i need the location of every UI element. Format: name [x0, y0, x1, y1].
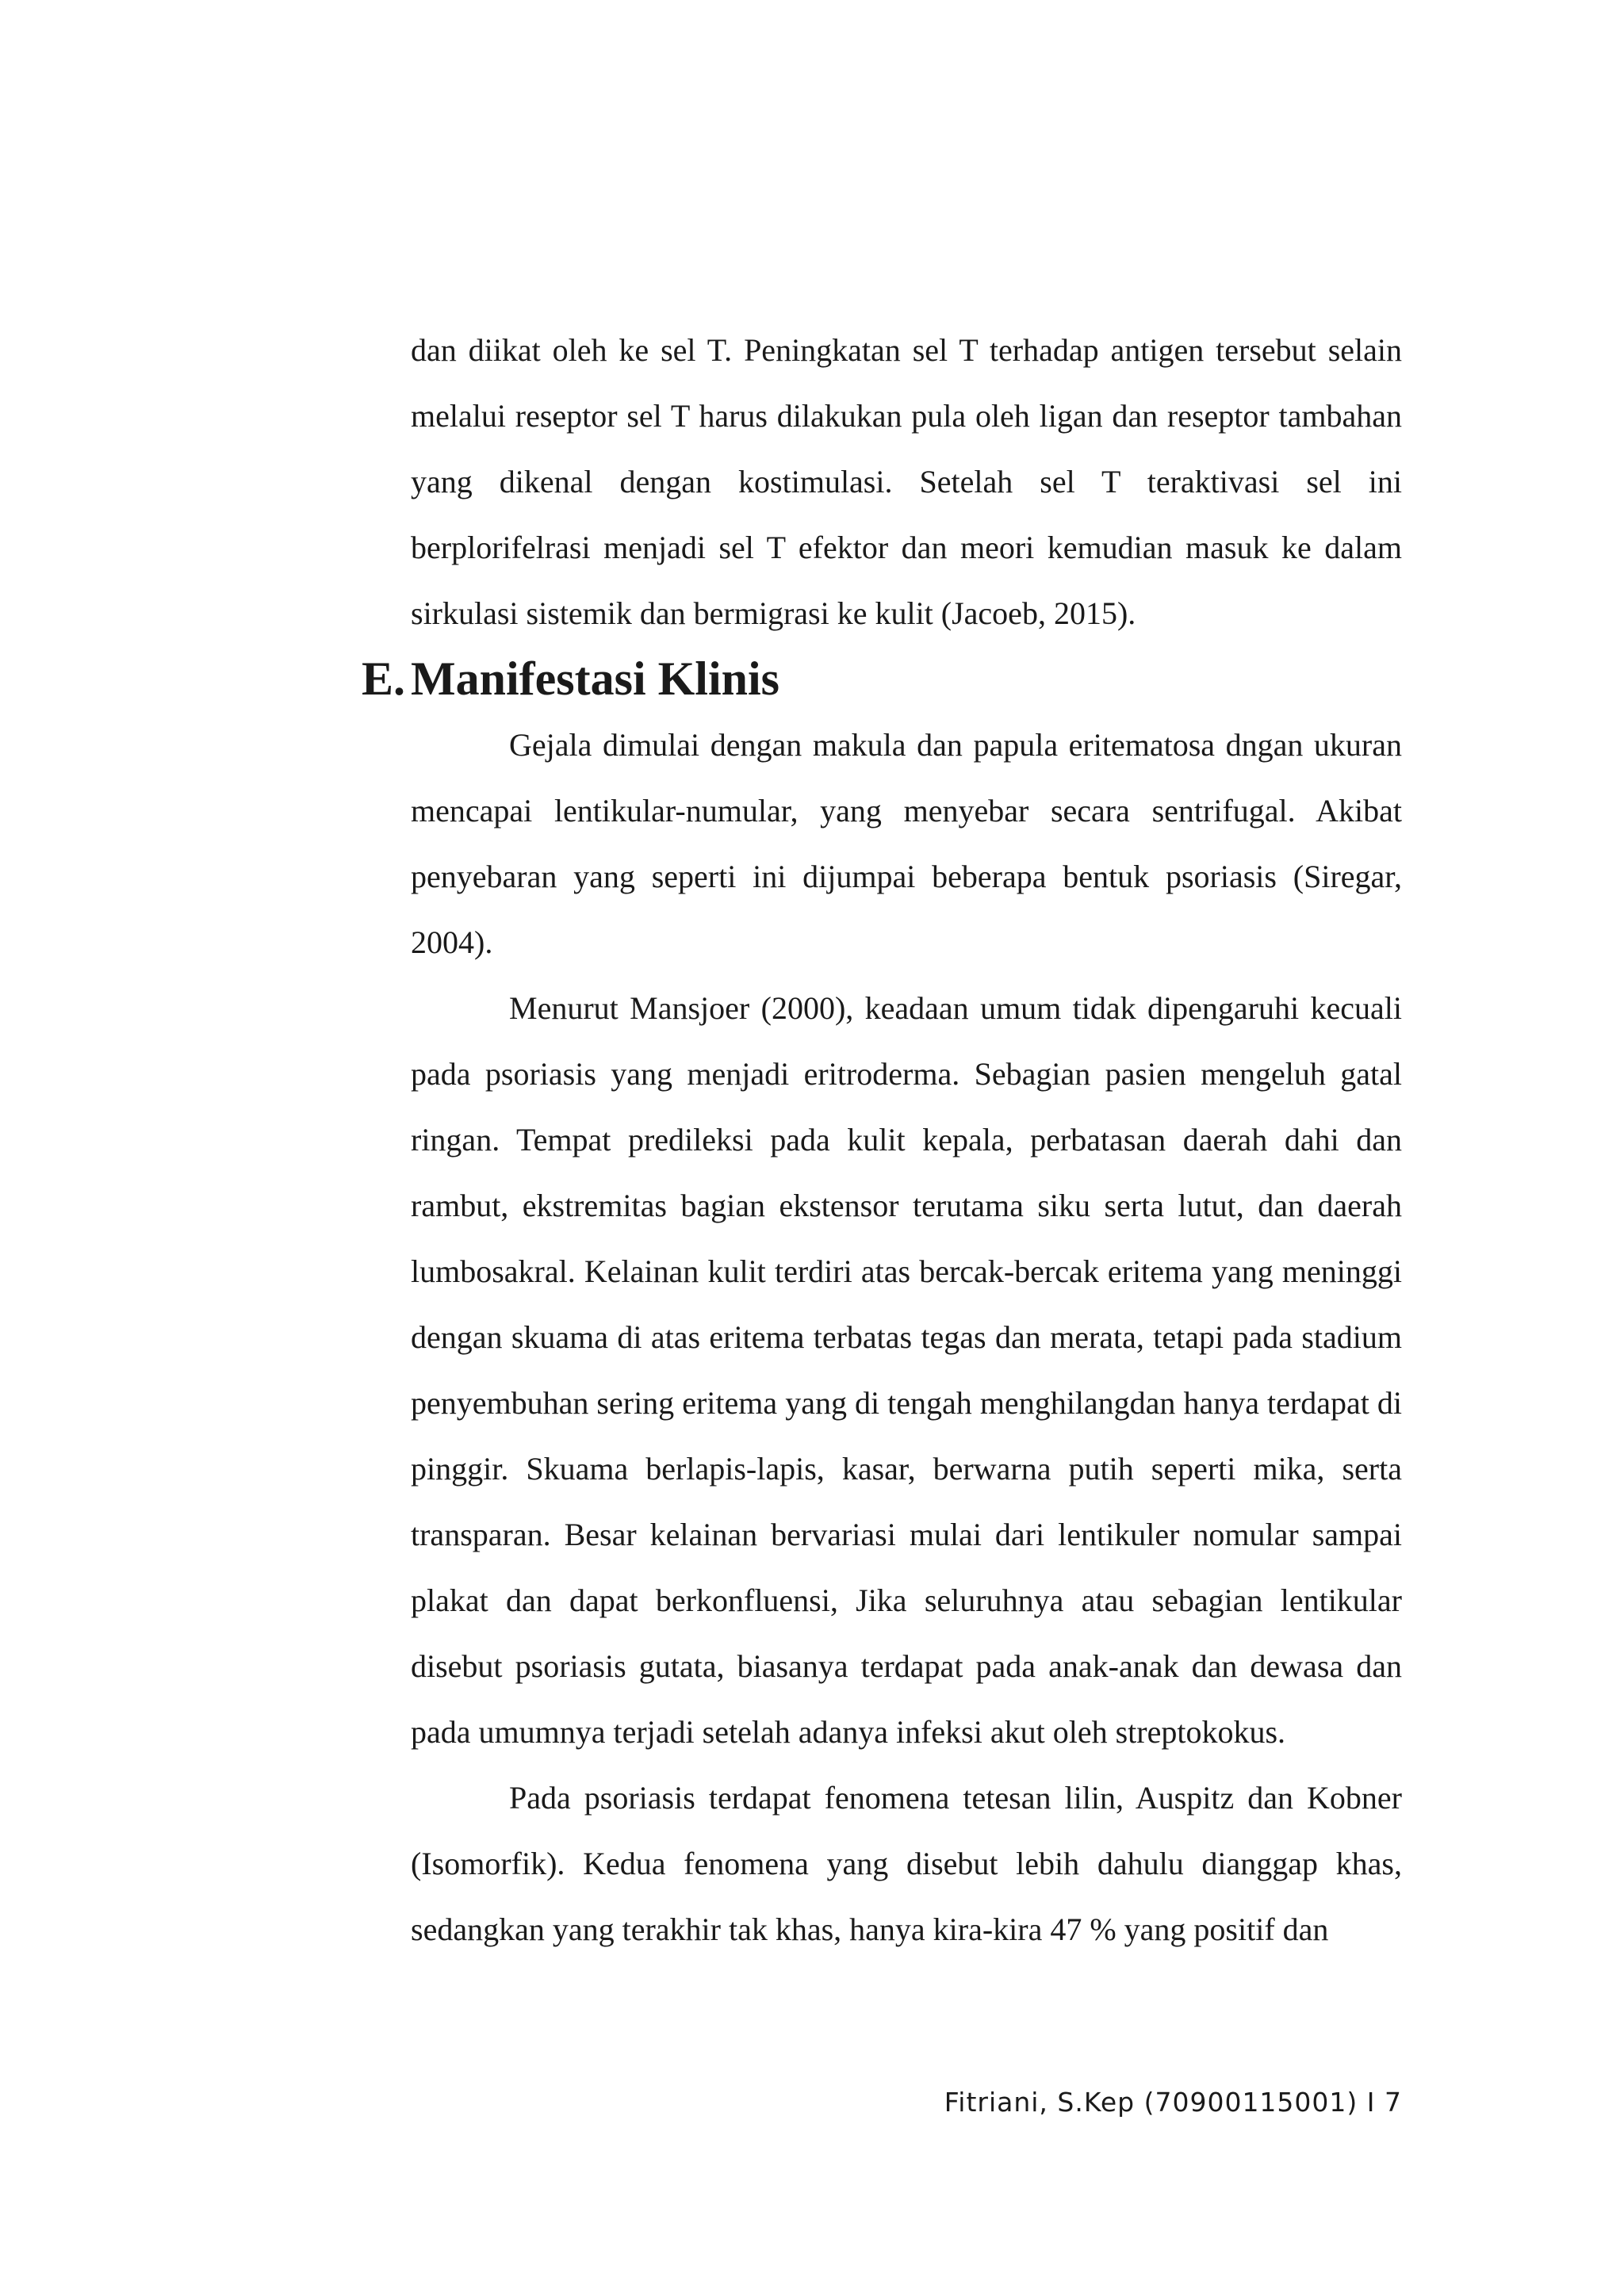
document-body [362, 317, 1402, 1962]
page-footer: Fitriani, S.Kep (70900115001) I 7 [944, 2087, 1402, 2118]
paragraph-intro: dan diikat oleh ke sel T. Peningkatan sel T terhadap antigen tersebut selain melalui reseptor sel T harus dilakukan pula oleh ligan dan reseptor tambahan yang dikenal dengan kostimulasi. Setelah sel T teraktivasi sel ini berplorifelrasi menjadi sel T efektor dan meori kemudian masuk ke dalam sirkulasi sistemik dan bermigrasi ke kulit (Jacoeb, 2015). [411, 332, 1402, 631]
section-heading-number: E. [362, 652, 406, 705]
paragraph-1: Gejala dimulai dengan makula dan papula eritematosa dngan ukuran mencapai lentikular-numular, yang menyebar secara sentrifugal. Akibat penyebaran yang seperti ini dijumpai beberapa bentuk psoriasis (Siregar, 2004). [411, 727, 1402, 960]
paragraph-2: Menurut Mansjoer (2000), keadaan umum tidak dipengaruhi kecuali pada psoriasis yang menjadi eritroderma. Sebagian pasien mengeluh gatal ringan. Tempat predileksi pada kulit kepala, perbatasan daerah dahi dan rambut, ekstremitas bagian ekstensor terutama siku serta lutut, dan daerah lumbosakral. Kelainan kulit terdiri atas bercak-bercak eritema yang meninggi dengan skuama di atas eritema terbatas tegas dan merata, tetapi pada stadium penyembuhan sering eritema yang di tengah menghilangdan hanya terdapat di pinggir. Skuama berlapis-lapis, kasar, berwarna putih seperti mika, serta transparan. Besar kelainan bervariasi mulai dari lentikuler nomular sampai plakat dan dapat berkonfluensi, Jika seluruhnya atau sebagian lentikular disebut psoriasis gutata, biasanya terdapat pada anak-anak dan dewasa dan pada umumnya terjadi setelah adanya infeksi akut oleh streptokokus. [411, 990, 1402, 1750]
section-heading [362, 646, 1402, 712]
section-heading-title: Manifestasi Klinis [411, 652, 780, 705]
paragraph-3: Pada psoriasis terdapat fenomena tetesan lilin, Auspitz dan Kobner (Isomorfik). Kedua fenomena yang disebut lebih dahulu dianggap khas, sedangkan yang terakhir tak khas, hanya kira-kira 47 % yang positif dan [411, 1780, 1402, 1947]
